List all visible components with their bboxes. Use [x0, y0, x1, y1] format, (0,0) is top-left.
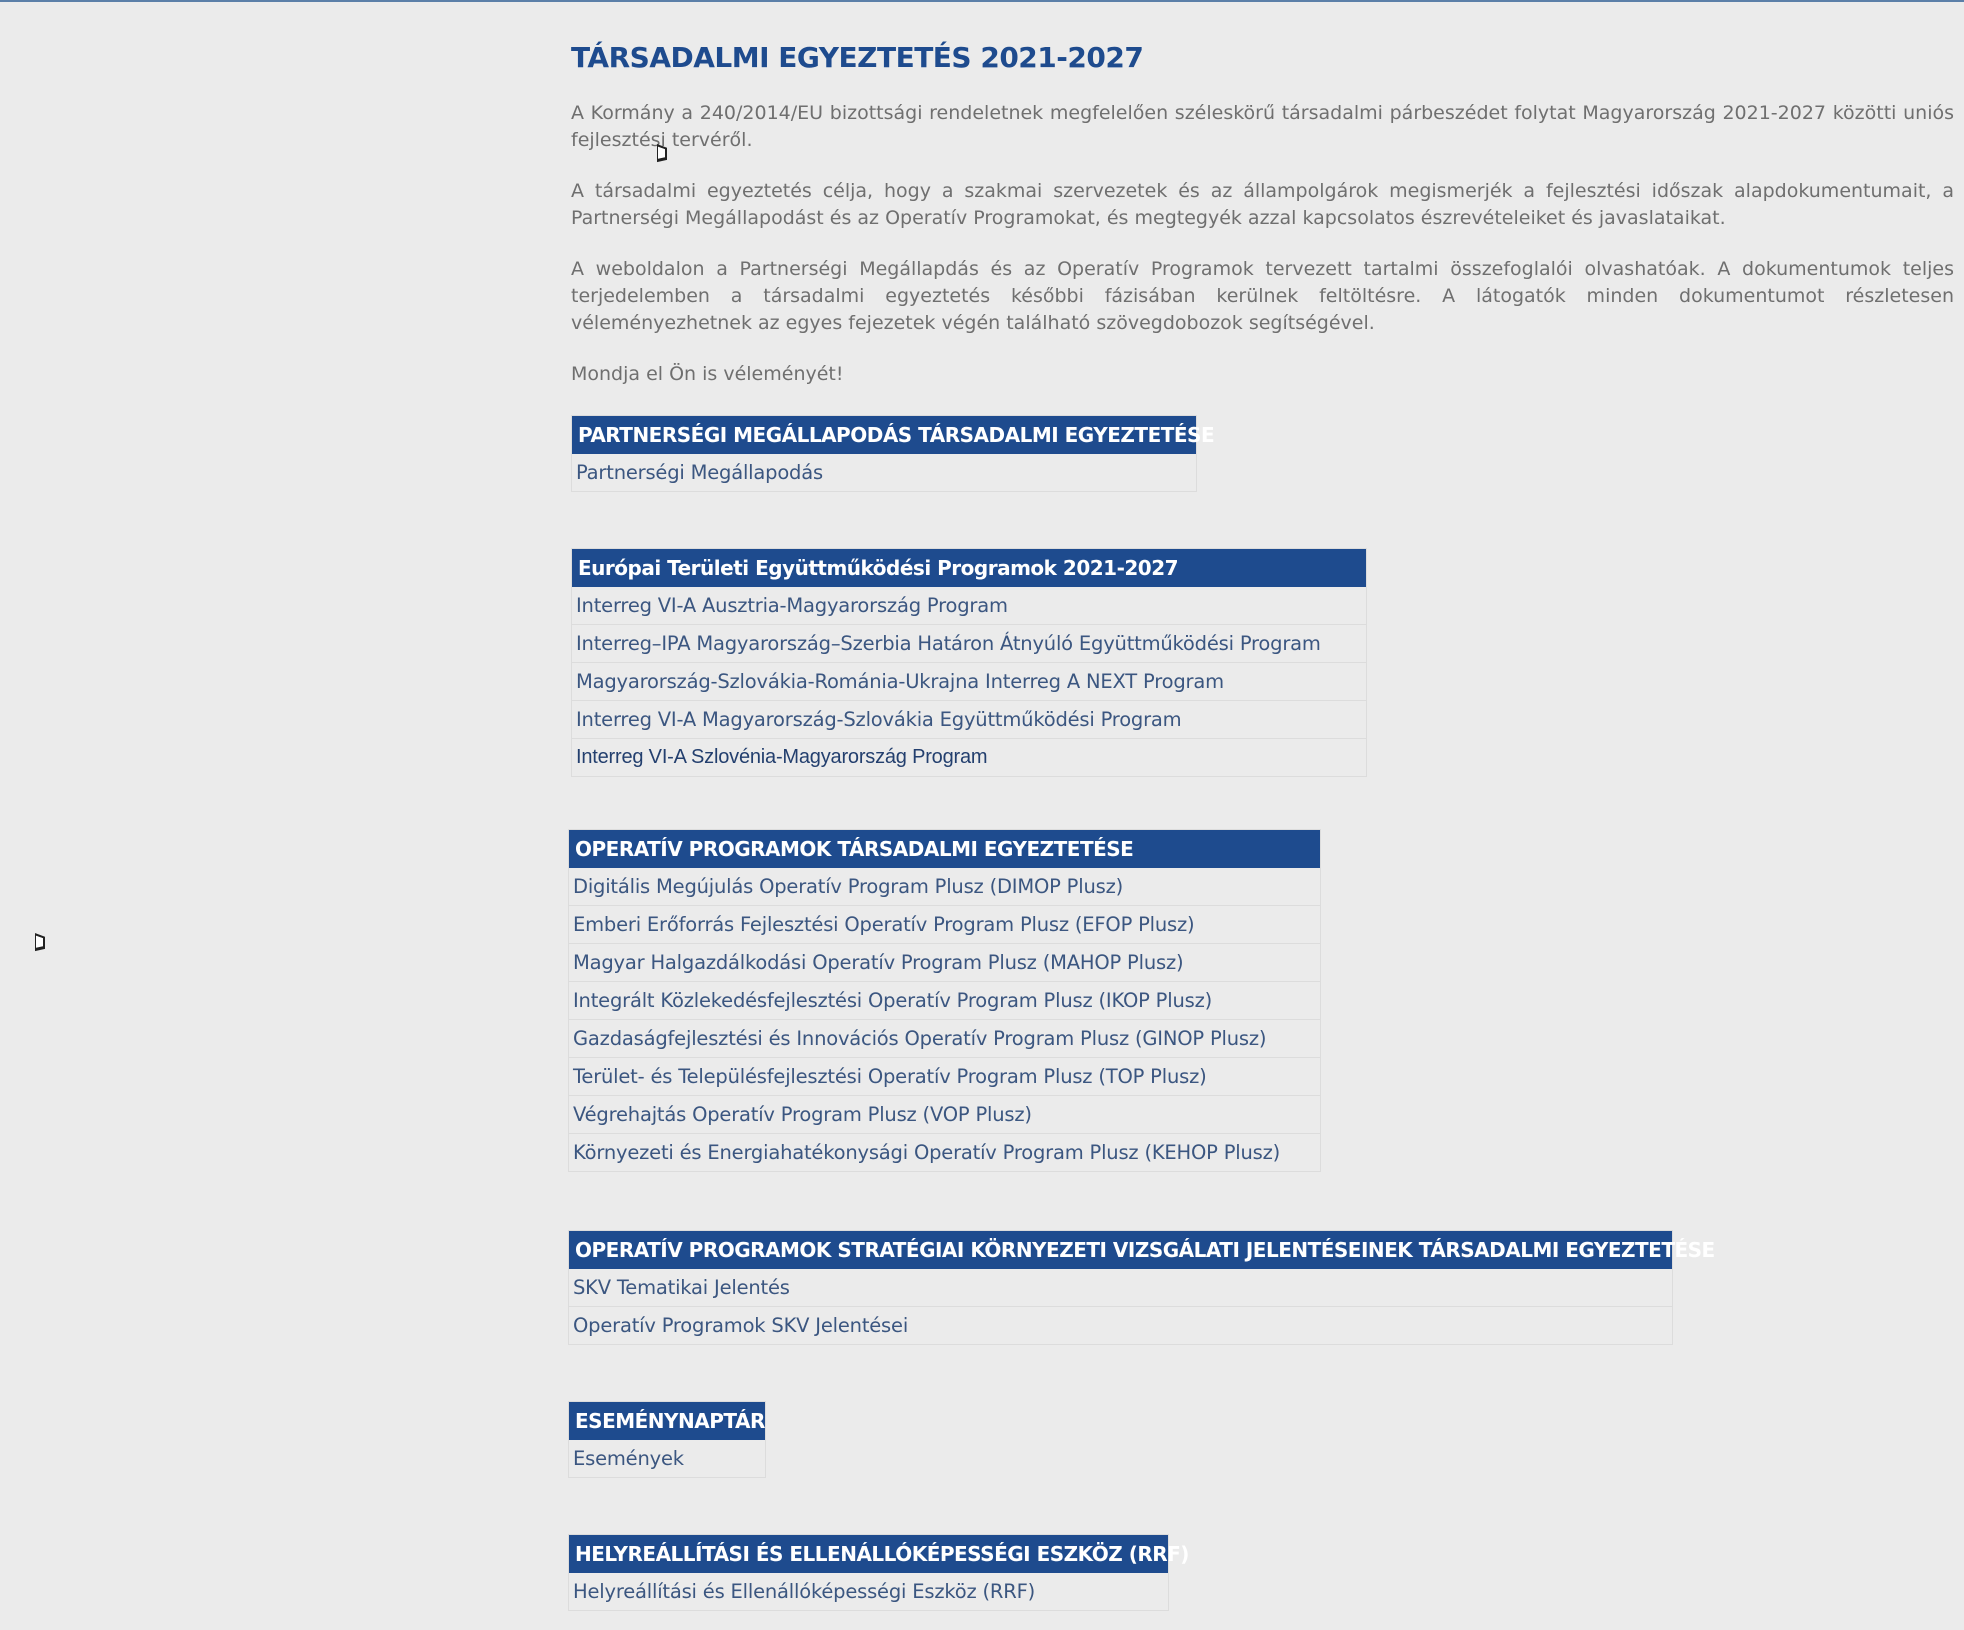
link-interreg-slovenia-hungary[interactable]: Interreg VI-A Szlovénia-Magyarország Program [572, 738, 1366, 776]
top-border [0, 0, 1964, 2]
section-event-calendar [568, 1401, 766, 1478]
section-header: HELYREÁLLÍTÁSI ÉS ELLENÁLLÓKÉPESSÉGI ESZKÖZ (RRF) [569, 1535, 1168, 1573]
link-vop-plusz[interactable]: Végrehajtás Operatív Program Plusz (VOP Plusz) [569, 1095, 1320, 1133]
link-op-skv-reports[interactable]: Operatív Programok SKV Jelentései [569, 1306, 1672, 1344]
link-top-plusz[interactable]: Terület- és Településfejlesztési Operatív Program Plusz (TOP Plusz) [569, 1057, 1320, 1095]
link-events[interactable]: Események [573, 1447, 684, 1470]
link-mahop-plusz[interactable]: Magyar Halgazdálkodási Operatív Program Plusz (MAHOP Plusz) [569, 943, 1320, 981]
intro-paragraph-4: Mondja el Ön is véleményét! [571, 363, 844, 385]
link-ikop-plusz[interactable]: Integrált Közlekedésfejlesztési Operatív Program Plusz (IKOP Plusz) [569, 981, 1320, 1019]
section-partnership-agreement [571, 415, 1215, 492]
link-partnership-agreement[interactable]: Partnerségi Megállapodás [576, 461, 823, 484]
link-interreg-austria-hungary[interactable]: Interreg VI-A Ausztria-Magyarország Program [576, 594, 1008, 617]
link-interreg-ipa-hungary-serbia[interactable]: Interreg–IPA Magyarország–Szerbia Határon Átnyúló Együttműködési Program [572, 624, 1366, 662]
link-interreg-hungary-slovakia[interactable]: Interreg VI-A Magyarország-Szlovákia Együttműködési Program [572, 700, 1366, 738]
intro-paragraph-1: A Kormány a 240/2014/EU bizottsági rendeletnek megfelelően széleskörű társadalmi párbeszédet folytat Magyarország 2021-2027 közötti uniós fejlesztési tervéről. [571, 102, 1954, 151]
main-content [571, 36, 1954, 412]
section-rrf [568, 1534, 1189, 1611]
section-operative-programs [568, 829, 1321, 1172]
link-rrf[interactable]: Helyreállítási és Ellenállóképességi Eszköz (RRF) [573, 1580, 1036, 1603]
section-skv-reports [568, 1230, 1715, 1345]
section-header: OPERATÍV PROGRAMOK STRATÉGIAI KÖRNYEZETI VIZSGÁLATI JELENTÉSEINEK TÁRSADALMI EGYEZTETÉSE [569, 1231, 1672, 1269]
section-header: PARTNERSÉGI MEGÁLLAPODÁS TÁRSADALMI EGYEZTETÉSE [572, 416, 1196, 454]
link-skv-thematic-report[interactable]: SKV Tematikai Jelentés [573, 1276, 790, 1299]
section-header: OPERATÍV PROGRAMOK TÁRSADALMI EGYEZTETÉSE [569, 830, 1320, 868]
section-etc-programs [571, 548, 1367, 777]
link-interreg-next-hu-sk-ro-ua[interactable]: Magyarország-Szlovákia-Románia-Ukrajna Interreg A NEXT Program [572, 662, 1366, 700]
link-kehop-plusz[interactable]: Környezeti és Energiahatékonysági Operatív Program Plusz (KEHOP Plusz) [569, 1133, 1320, 1171]
intro-paragraph-2: A társadalmi egyeztetés célja, hogy a szakmai szervezetek és az állampolgárok megismerjék a fejlesztési időszak alapdokumentumait, a Partnerségi Megállapodást és az Operatív Programokat, és megtegyék azzal kapcsolatos észrevételeiket és javaslataikat. [571, 180, 1954, 229]
page-title: TÁRSADALMI EGYEZTETÉS 2021-2027 [571, 41, 1144, 74]
link-dimop-plusz[interactable]: Digitális Megújulás Operatív Program Plusz (DIMOP Plusz) [573, 875, 1124, 898]
link-efop-plusz[interactable]: Emberi Erőforrás Fejlesztési Operatív Program Plusz (EFOP Plusz) [569, 905, 1320, 943]
intro-paragraph-3: A weboldalon a Partnerségi Megállapdás és az Operatív Programok tervezett tartalmi összefoglalói olvashatóak. A dokumentumok teljes terjedelemben a társadalmi egyeztetés későbbi fázisában kerülnek feltöltésre. A látogatók minden dokumentumot részletesen véleményezhetnek az egyes fejezetek végén található szövegdobozok segítségével. [571, 258, 1954, 334]
section-header: ESEMÉNYNAPTÁR [569, 1402, 765, 1440]
link-ginop-plusz[interactable]: Gazdaságfejlesztési és Innovációs Operatív Program Plusz (GINOP Plusz) [569, 1019, 1320, 1057]
section-header: Európai Területi Együttműködési Programok 2021-2027 [572, 549, 1366, 587]
